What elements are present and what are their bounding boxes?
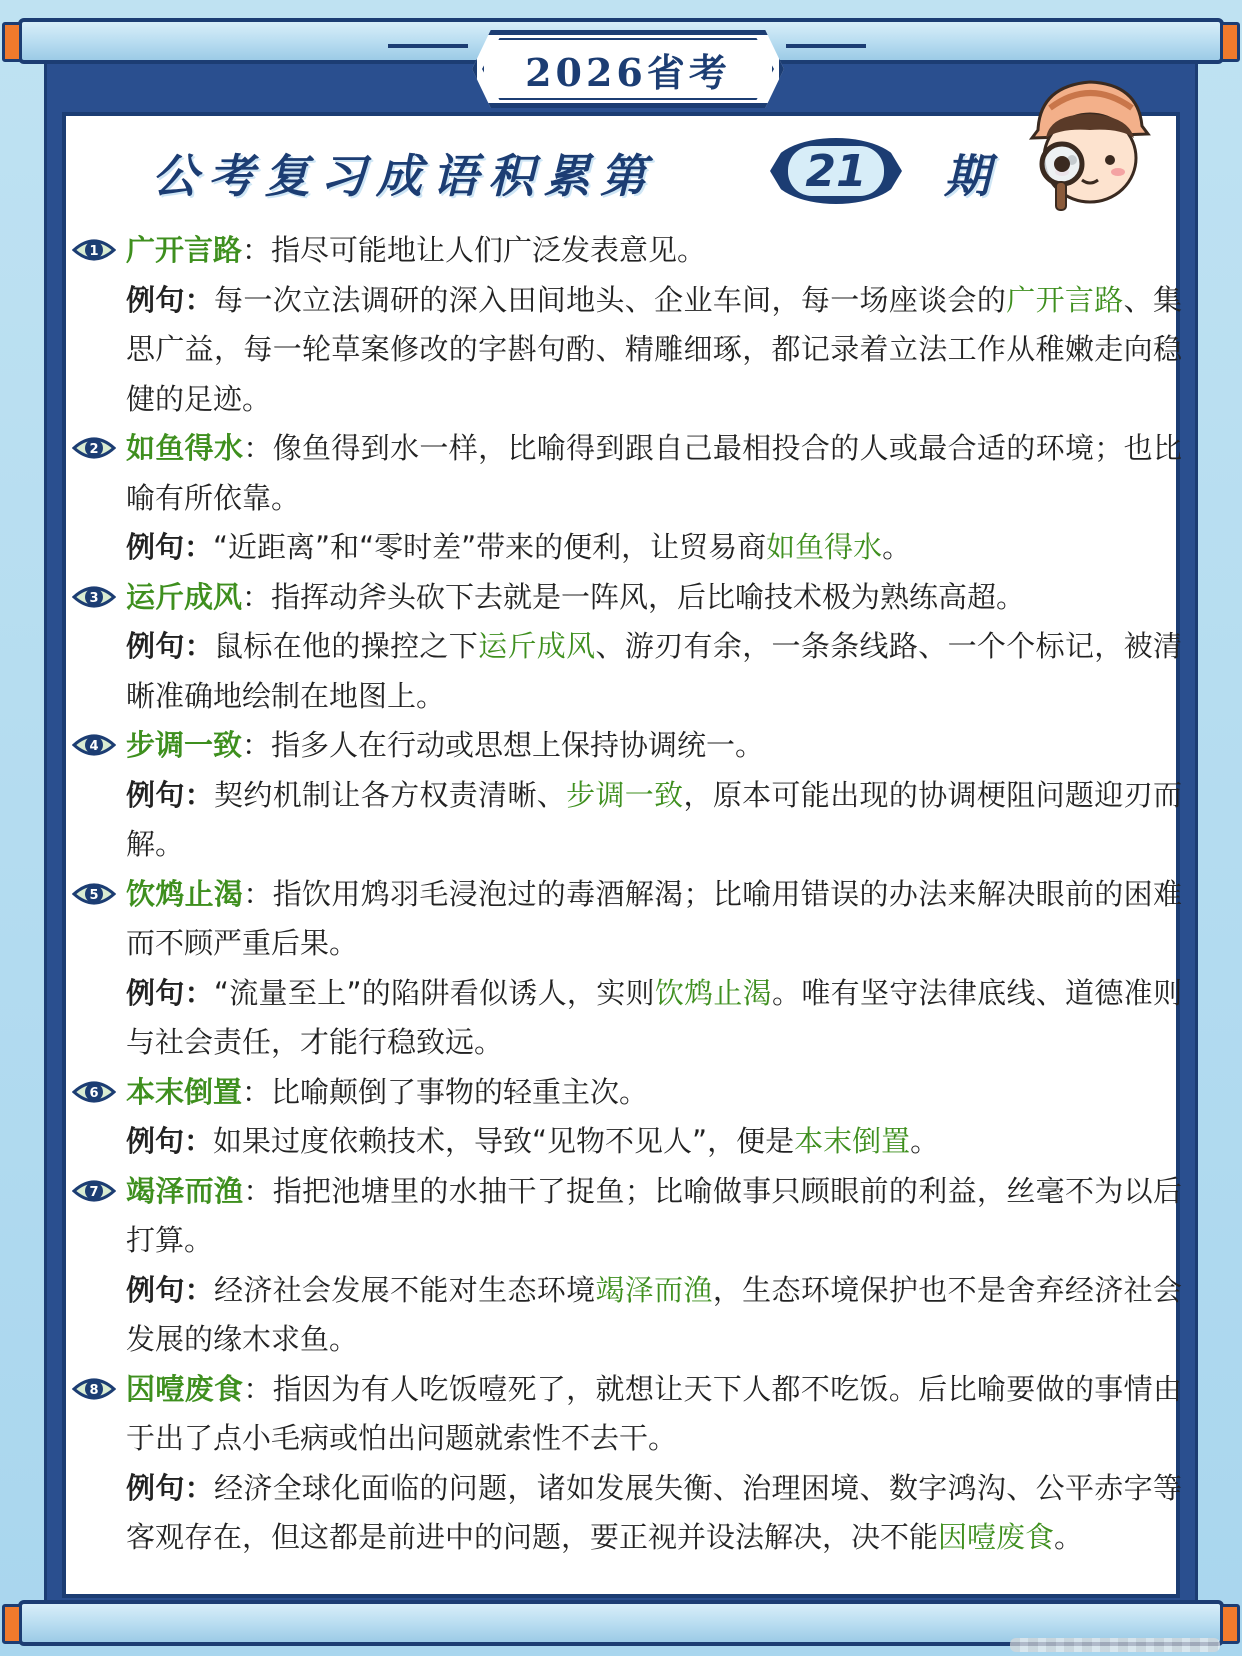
idiom-term: 竭泽而渔 [126, 1173, 244, 1208]
number-4-icon [72, 731, 116, 759]
idiom-entry [72, 1068, 1182, 1167]
rod-cap-left-top [2, 22, 22, 62]
example-label: 例句： [126, 629, 215, 663]
idiom-term: 因噎废食 [126, 1371, 244, 1406]
example-term: 运斤成风 [478, 629, 596, 663]
idiom-definition [126, 1068, 1182, 1118]
example-text-end: 、游刃有余，一条条线路、一个个标记，被清晰准确地绘制在地图上。 [126, 629, 1182, 713]
idiom-term: 广开言路 [126, 233, 243, 267]
definition-text: ：指尽可能地让人们广泛发表意见。 [242, 233, 707, 267]
idiom-example [126, 969, 1182, 1068]
svg-text:3: 3 [89, 590, 99, 606]
idiom-entry [72, 1167, 1182, 1365]
number-3-icon [72, 583, 116, 611]
idiom-example [126, 1266, 1182, 1365]
idiom-entry [72, 721, 1182, 870]
example-text: 经济全球化面临的问题，诸如发展失衡、治理困境、数字鸿沟、公平赤字等客观存在，但这都是前进中的问题，要正视并设法解决，决不能 [126, 1470, 1182, 1554]
idiom-definition [126, 226, 1182, 276]
example-text: 契约机制让各方权责清晰、 [214, 777, 567, 812]
issue-number: 21 [805, 145, 867, 197]
watermark [1010, 1638, 1220, 1652]
idiom-definition [126, 1365, 1182, 1464]
svg-text:4: 4 [89, 739, 99, 754]
example-text: 如果过度依赖技术，导致“见物不见人”，便是 [213, 1124, 795, 1158]
idiom-definition [126, 1167, 1182, 1266]
year-badge-text: 2026省考 [525, 49, 731, 95]
number-7-icon [72, 1177, 116, 1205]
idiom-definition [126, 424, 1182, 523]
idiom-term: 饮鸩止渴 [126, 876, 244, 911]
rod-cap-right-top [1220, 22, 1240, 62]
rod-cap-left-bottom [2, 1604, 22, 1644]
definition-text: ：指多人在行动或思想上保持协调统一。 [242, 728, 765, 762]
svg-text:6: 6 [89, 1085, 99, 1101]
idiom-term: 步调一致 [126, 728, 243, 762]
example-term: 饮鸩止渴 [654, 975, 773, 1010]
number-8-icon [72, 1375, 116, 1403]
title-prefix: 公考复习成语积累第 [152, 149, 656, 203]
example-text-end: 。 [882, 530, 912, 564]
example-term: 竭泽而渔 [595, 1272, 713, 1307]
example-term: 步调一致 [566, 777, 684, 812]
example-label: 例句： [126, 1272, 215, 1307]
example-text-end: 。 [1054, 1520, 1084, 1554]
idiom-term: 如鱼得水 [126, 431, 244, 465]
definition-text: ：指饮用鸩羽毛浸泡过的毒酒解渴；比喻用错误的办法来解决眼前的困难而不顾严重后果。 [126, 876, 1182, 960]
idiom-entry [72, 424, 1182, 573]
definition-text: ：指把池塘里的水抽干了捉鱼；比喻做事只顾眼前的利益，丝毫不为以后打算。 [126, 1173, 1182, 1257]
example-label: 例句： [126, 777, 215, 812]
svg-text:5: 5 [89, 887, 99, 903]
idiom-entry [72, 226, 1182, 424]
definition-text: ：比喻颠倒了事物的轻重主次。 [242, 1074, 649, 1109]
example-label: 例句： [126, 282, 215, 317]
badge-line-left [388, 44, 468, 48]
idiom-example [126, 622, 1182, 721]
idiom-term: 运斤成风 [126, 579, 243, 614]
badge-line-right [786, 44, 866, 48]
example-label: 例句： [126, 530, 214, 564]
svg-text:1: 1 [89, 244, 99, 259]
svg-text:8: 8 [89, 1382, 99, 1398]
idiom-example [126, 1464, 1182, 1563]
rod-cap-right-bottom [1220, 1604, 1240, 1644]
definition-text: ：指因为有人吃饭噎死了，就想让天下人都不吃饭。后比喻要做的事情由于出了点小毛病或怕出问题就索性不去干。 [126, 1371, 1182, 1455]
idiom-example [126, 523, 1182, 573]
idiom-entry [72, 870, 1182, 1068]
svg-text:2: 2 [89, 442, 99, 457]
example-text-end: ，原本可能出现的协调梗阻问题迎刃而解。 [126, 777, 1182, 861]
number-5-icon [72, 880, 116, 908]
detective-mascot-icon [1020, 68, 1160, 213]
definition-text: ：指挥动斧头砍下去就是一阵风，后比喻技术极为熟练高超。 [242, 579, 1026, 614]
definition-text: ：像鱼得到水一样，比喻得到跟自己最相投合的人或最合适的环境；也比喻有所依靠。 [126, 431, 1182, 515]
idiom-term: 本末倒置 [126, 1074, 243, 1109]
idiom-definition [126, 870, 1182, 969]
idiom-example [126, 1117, 1182, 1167]
example-text-end: 、集思广益，每一轮草案修改的字斟句酌、精雕细琢，都记录着立法工作从稚嫩走向稳健的足迹。 [126, 282, 1182, 416]
example-text-end: 。 [910, 1124, 940, 1158]
example-term: 广开言路 [1006, 282, 1124, 317]
title-suffix: 期 [944, 149, 1000, 203]
example-text: 鼠标在他的操控之下 [214, 629, 479, 663]
example-term: 因噎废食 [938, 1520, 1055, 1554]
example-text-end: 。唯有坚守法律底线、道德准则与社会责任，才能行稳致远。 [126, 975, 1182, 1059]
example-text: 每一次立法调研的深入田间地头、企业车间，每一场座谈会的 [214, 282, 1007, 317]
number-2-icon [72, 434, 116, 462]
idiom-example [126, 276, 1182, 425]
number-6-icon [72, 1078, 116, 1106]
idiom-definition [126, 573, 1182, 623]
example-text: “近距离”和“零时差”带来的便利，让贸易商 [213, 530, 767, 564]
example-label: 例句： [126, 1470, 215, 1505]
idiom-list [72, 226, 1182, 1563]
example-label: 例句： [126, 975, 214, 1010]
idiom-example [126, 771, 1182, 870]
example-term: 本末倒置 [794, 1124, 911, 1158]
idiom-entry [72, 573, 1182, 722]
number-1-icon [72, 236, 116, 264]
example-text: “流量至上”的陷阱看似诱人，实则 [213, 975, 655, 1010]
idiom-entry [72, 1365, 1182, 1563]
example-text: 经济社会发展不能对生态环境 [214, 1272, 596, 1307]
svg-text:7: 7 [89, 1184, 99, 1200]
example-text-end: ，生态环境保护也不是舍弃经济社会发展的缘木求鱼。 [126, 1272, 1182, 1356]
example-label: 例句： [126, 1124, 214, 1158]
idiom-definition [126, 721, 1182, 771]
example-term: 如鱼得水 [766, 530, 883, 564]
